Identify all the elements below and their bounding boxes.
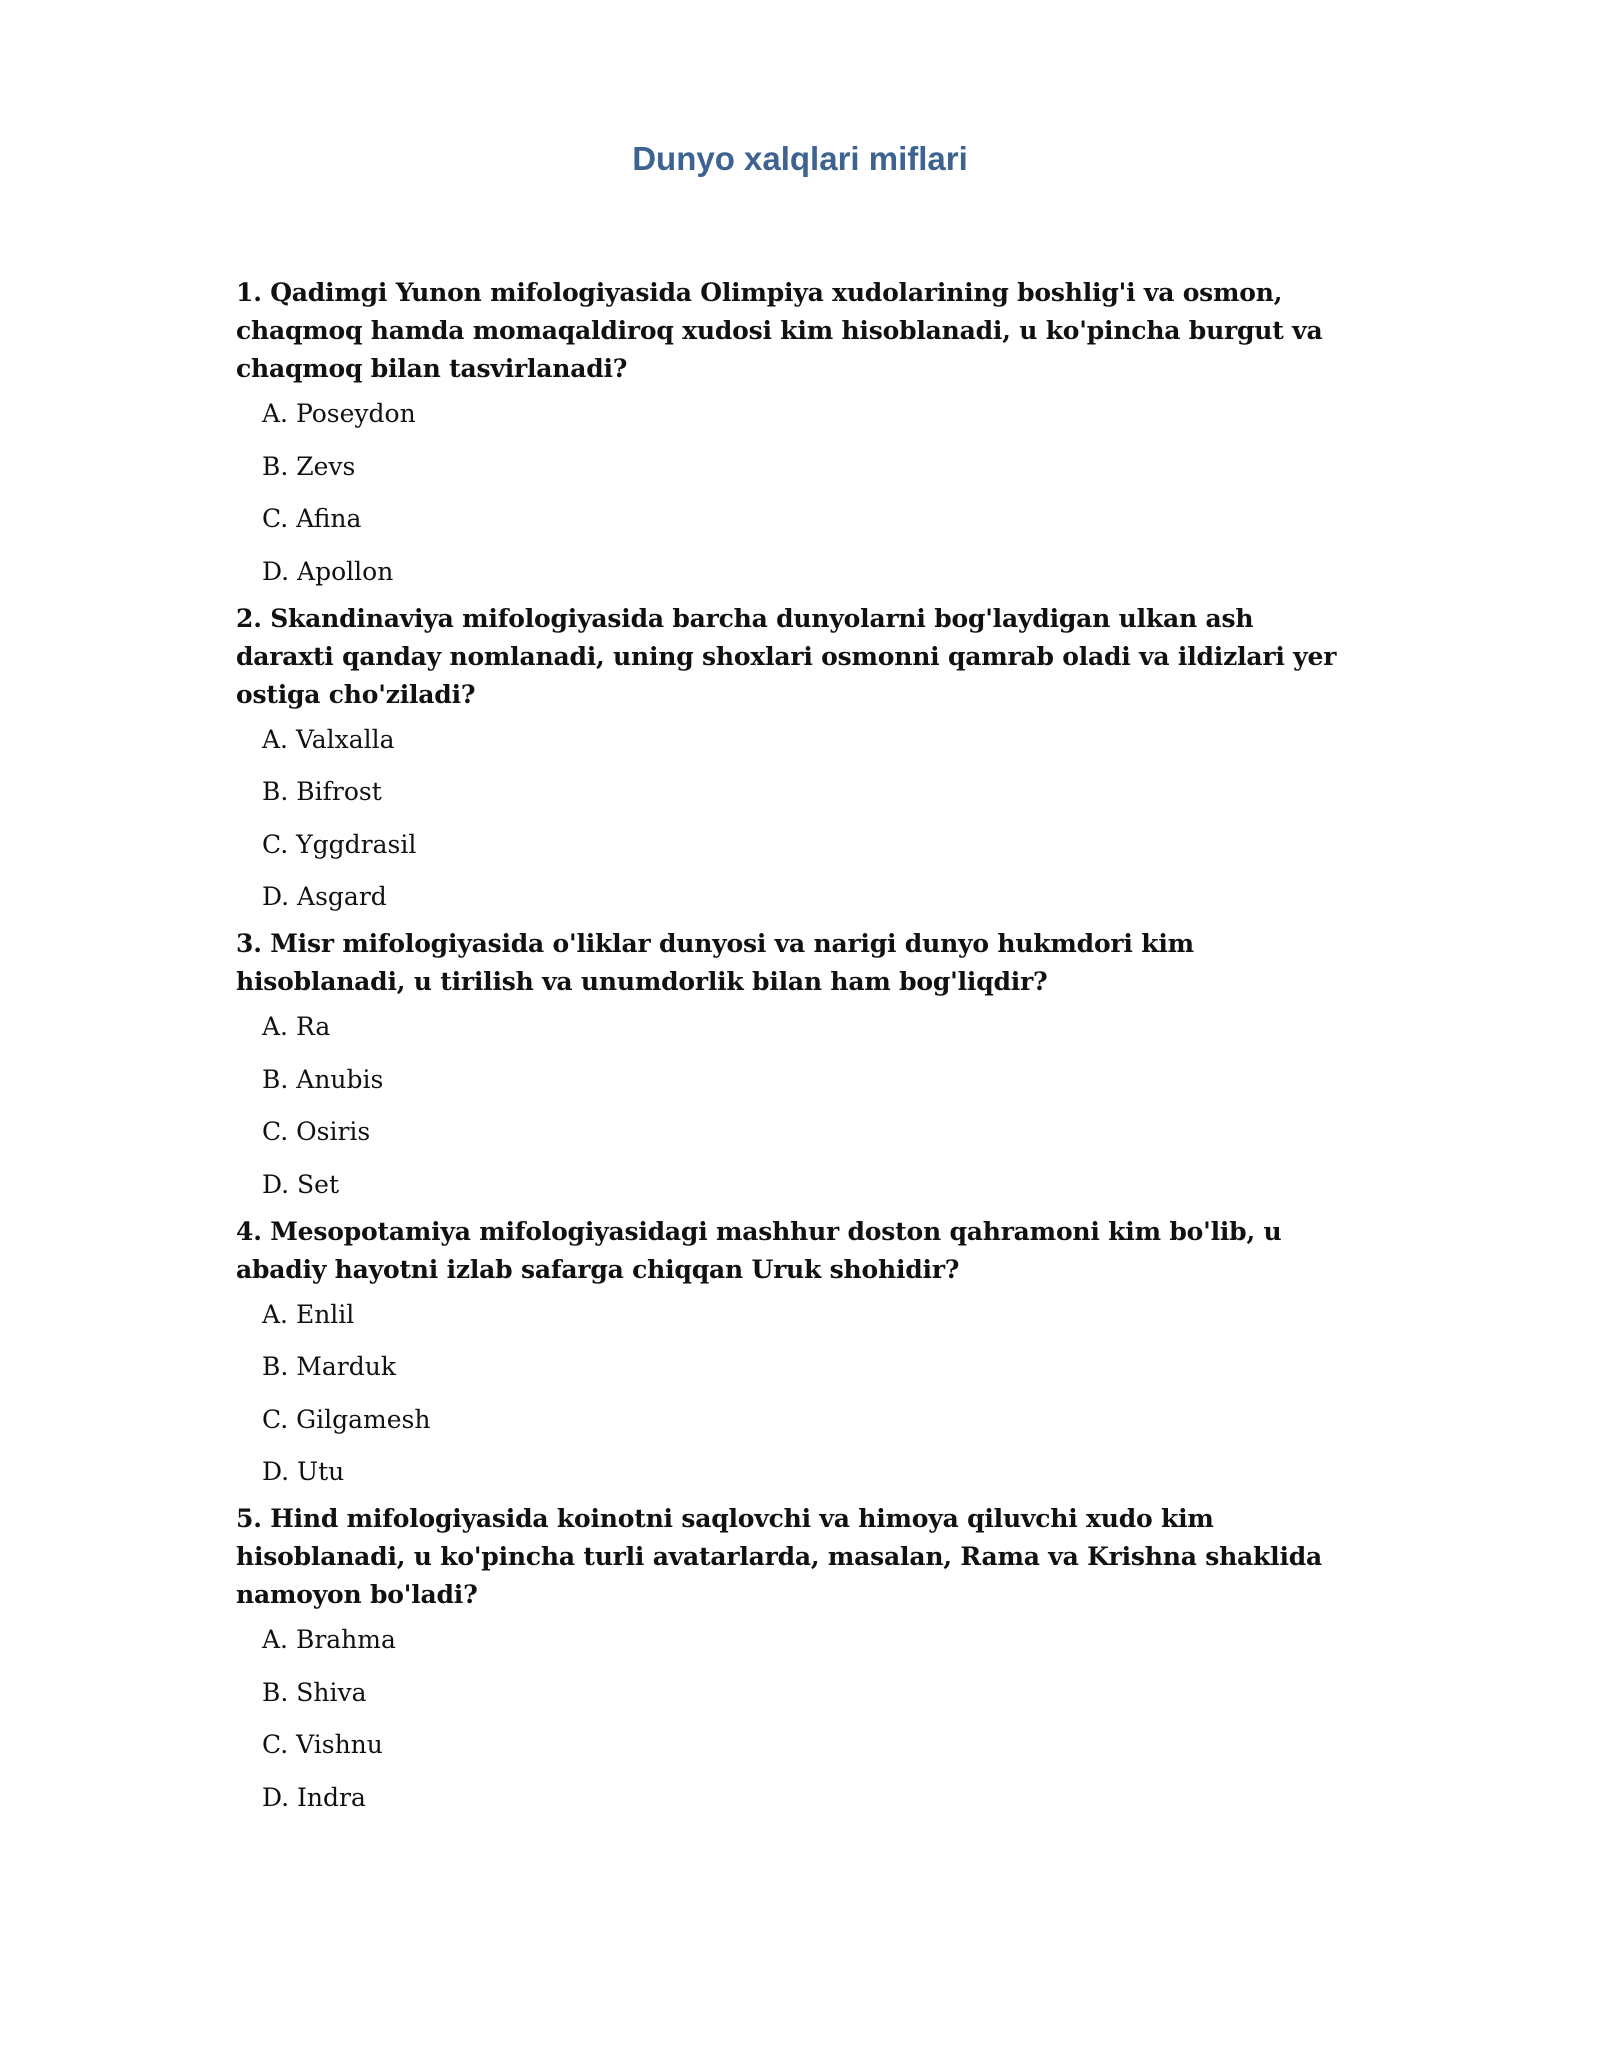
answer-option: A. Ra xyxy=(262,1012,331,1041)
answer-options xyxy=(236,1624,1356,1814)
answer-option: D. Indra xyxy=(262,1782,366,1812)
question-text: 1. Qadimgi Yunon mifologiyasida Olimpiya xudolarining boshlig'i va osmon, chaqmoq hamda momaqaldiroq xudosi kim hisoblanadi, u ko'pincha burgut va chaqmoq bilan tasvirlanadi? xyxy=(236,278,1323,383)
answer-options xyxy=(236,724,1356,914)
answer-option: B. Zevs xyxy=(262,451,356,481)
answer-option: C. Afina xyxy=(262,504,362,533)
question-item xyxy=(236,925,1356,1201)
answer-option: A. Poseydon xyxy=(262,399,416,428)
answer-option: A. Enlil xyxy=(262,1299,355,1329)
answer-option: C. Vishnu xyxy=(262,1730,383,1759)
question-text: 5. Hind mifologiyasida koinotni saqlovchi va himoya qiluvchi xudo kim hisoblanadi, u ko'pincha turli avatarlarda, masalan, Rama va Krishna shaklida namoyon bo'ladi? xyxy=(236,1504,1323,1609)
answer-option: C. Gilgamesh xyxy=(262,1404,431,1434)
question-text: 4. Mesopotamiya mifologiyasidagi mashhur doston qahramoni kim bo'lib, u abadiy hayotni izlab safarga chiqqan Uruk shohidir? xyxy=(236,1216,1282,1284)
question-text: 2. Skandinaviya mifologiyasida barcha dunyolarni bog'laydigan ulkan ash daraxti qanday nomlanadi, uning shoxlari osmonni qamrab oladi va ildizlari yer ostiga cho'ziladi? xyxy=(236,603,1337,709)
question-item xyxy=(236,1500,1356,1814)
answer-option: D. Asgard xyxy=(262,882,387,911)
answer-option: D. Utu xyxy=(262,1457,345,1486)
answer-option: B. Marduk xyxy=(262,1352,396,1381)
answer-options xyxy=(236,1299,1356,1489)
answer-options xyxy=(236,398,1356,588)
question-list xyxy=(236,274,1356,1814)
answer-option: B. Anubis xyxy=(262,1064,384,1094)
answer-option: D. Set xyxy=(262,1169,340,1199)
question-item xyxy=(236,600,1356,914)
answer-option: A. Valxalla xyxy=(262,724,395,754)
answer-option: A. Brahma xyxy=(262,1625,396,1654)
answer-option: B. Shiva xyxy=(262,1677,367,1707)
answer-option: B. Bifrost xyxy=(262,777,382,806)
question-text: 3. Misr mifologiyasida o'liklar dunyosi va narigi dunyo hukmdori kim hisoblanadi, u tirilish va unumdorlik bilan ham bog'liqdir? xyxy=(236,929,1194,996)
answer-option: D. Apollon xyxy=(262,556,394,586)
answer-option: C. Osiris xyxy=(262,1117,371,1146)
question-item xyxy=(236,274,1356,588)
question-item xyxy=(236,1213,1356,1489)
answer-option: C. Yggdrasil xyxy=(262,829,417,859)
answer-options xyxy=(236,1011,1356,1201)
page-title: Dunyo xalqlari miflari xyxy=(632,140,968,177)
